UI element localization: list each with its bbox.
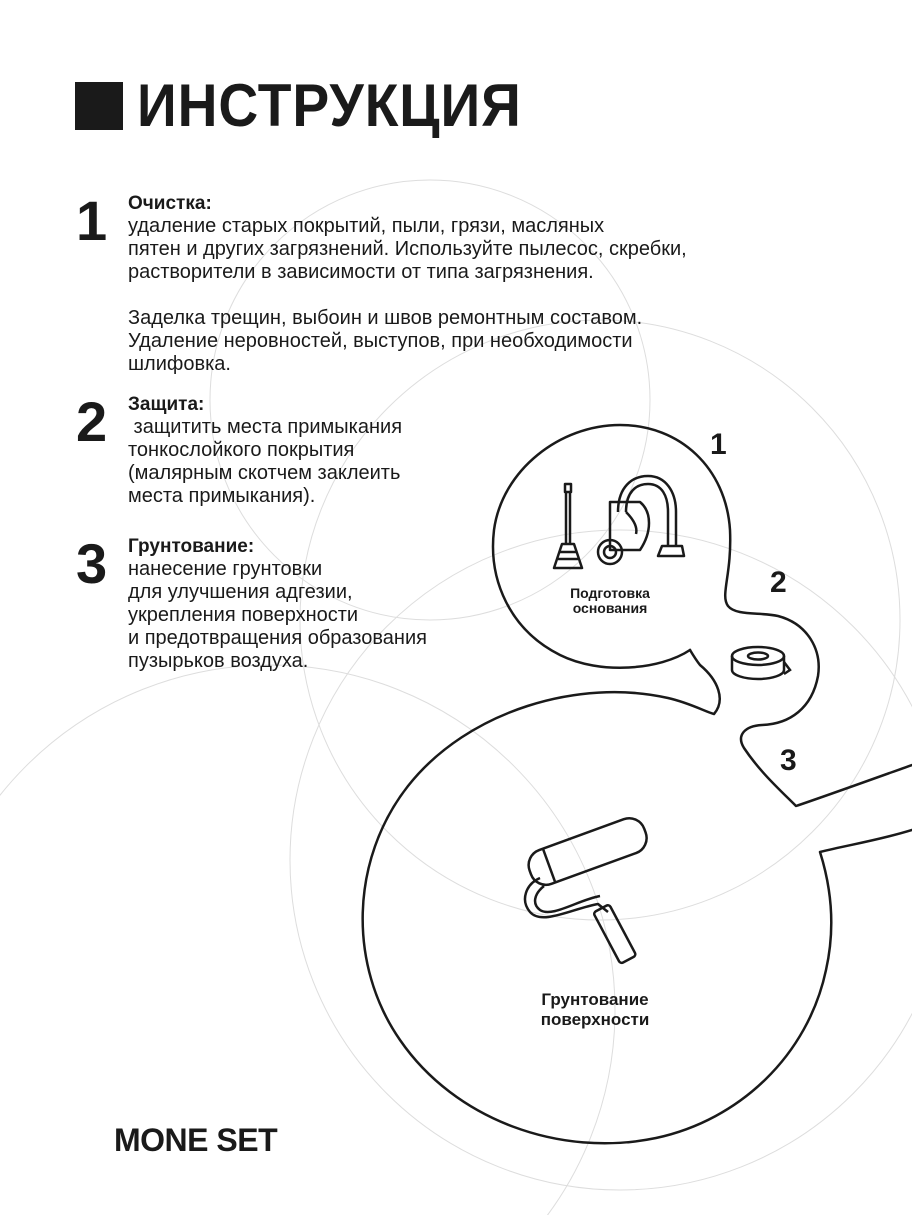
- step-text-line: Удаление неровностей, выступов, при необходимости: [128, 330, 633, 352]
- step-text-line: удаление старых покрытий, пыли, грязи, масляных: [128, 215, 605, 237]
- diagram-number-2: 2: [770, 566, 787, 599]
- step-text-line: места примыкания).: [128, 485, 316, 507]
- diagram-label-line: поверхности: [540, 1010, 650, 1029]
- broom-icon: [548, 482, 588, 572]
- diagram-label-line: основания: [572, 600, 648, 616]
- step-heading: Защита:: [128, 394, 205, 415]
- title-text: ИНСТРУКЦИЯ: [137, 72, 522, 139]
- diagram-label-prep: [548, 586, 672, 616]
- step-text-line: и предотвращения образования: [128, 627, 427, 649]
- step-text-line: тонкослойкого покрытия: [128, 439, 355, 461]
- step-text-line: нанесение грунтовки: [128, 558, 323, 580]
- diagram-label-line: Грунтование: [541, 990, 649, 1009]
- masking-tape-icon: [728, 644, 794, 684]
- vacuum-cleaner-icon: [592, 472, 688, 572]
- paint-roller-icon: [512, 808, 660, 970]
- step-text-line: укрепления поверхности: [128, 604, 359, 626]
- step-text-line: шлифовка.: [128, 353, 231, 375]
- step-text-line: Заделка трещин, выбоин и швов ремонтным составом.: [128, 307, 643, 329]
- step-text-line: растворители в зависимости от типа загрязнения.: [128, 261, 594, 283]
- brand-logo-text: MONE SET: [114, 1122, 278, 1158]
- diagram-label-priming: [512, 990, 678, 1030]
- diagram-label-line: Подготовка: [570, 585, 650, 601]
- step-text-line: (малярным скотчем заклеить: [128, 462, 401, 484]
- diagram-number-1: 1: [710, 428, 727, 461]
- step-text-line: защитить места примыкания: [128, 416, 403, 438]
- step-number: 2: [76, 390, 108, 453]
- step-heading: Очистка:: [128, 193, 212, 214]
- step-number: 1: [76, 189, 108, 252]
- step-text-line: для улучшения адгезии,: [128, 581, 353, 603]
- step-text-line: пятен и других загрязнений. Используйте пылесос, скребки,: [128, 238, 687, 260]
- step-text-line: пузырьков воздуха.: [128, 650, 309, 672]
- step-heading: Грунтование:: [128, 536, 255, 557]
- step-number: 3: [76, 532, 108, 595]
- diagram-number-3: 3: [780, 744, 797, 777]
